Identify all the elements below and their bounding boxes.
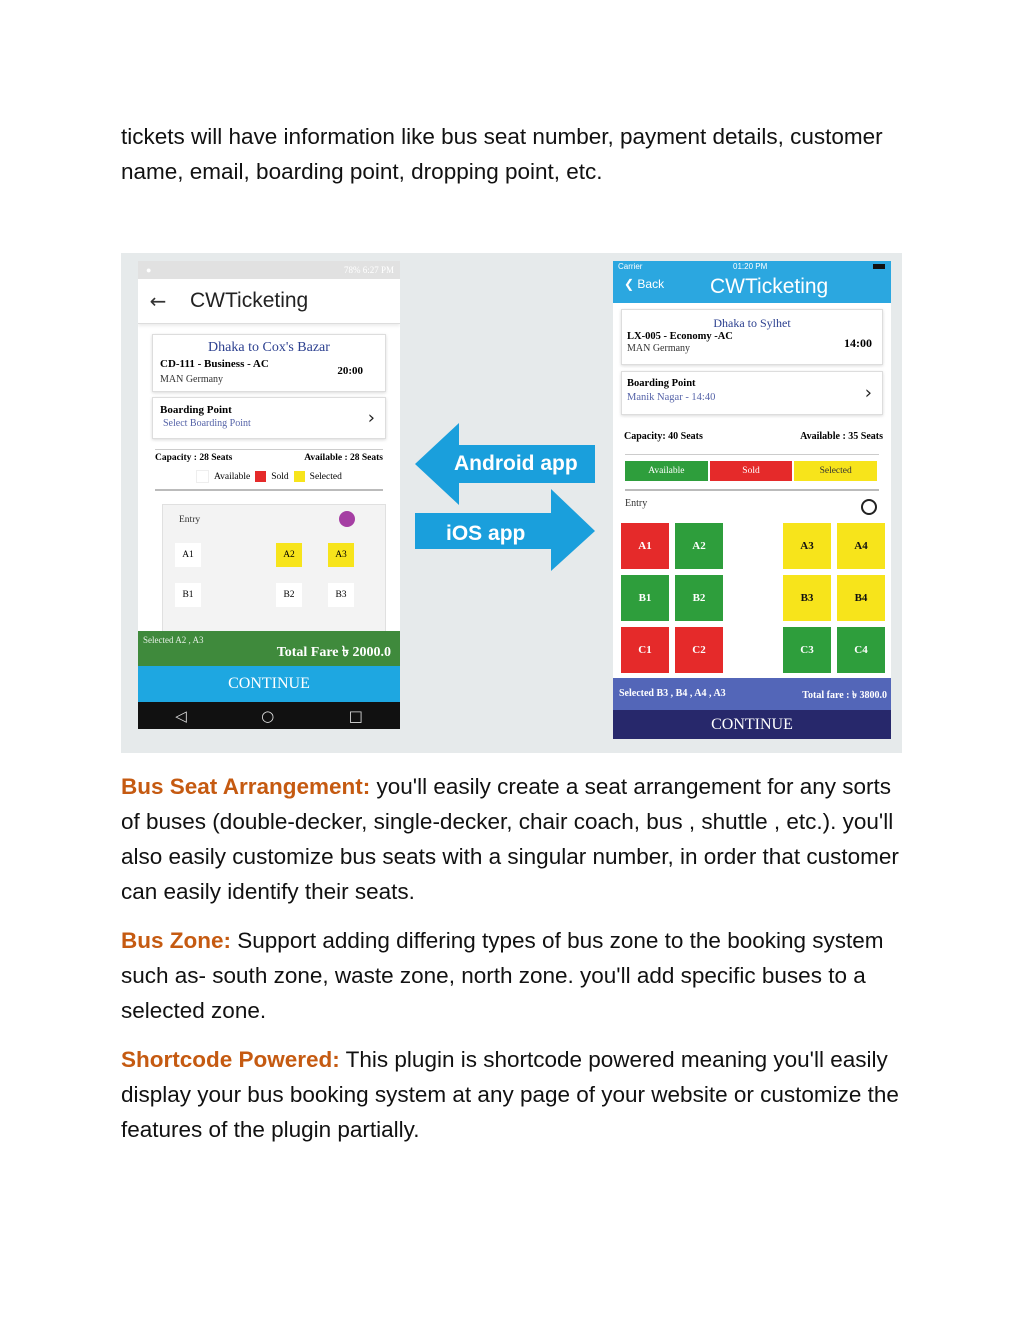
android-capacity-row (155, 453, 383, 463)
ios-phone-mockup (613, 261, 891, 739)
seat-C2[interactable]: C2 (675, 627, 723, 673)
nav-home-icon[interactable]: ○ (261, 706, 275, 725)
legend-sold: Sold (710, 461, 793, 481)
total-fare: Total Fare ৳ 2000.0 (276, 645, 391, 660)
nav-back-icon[interactable]: ◁ (175, 706, 187, 725)
android-legend (196, 470, 342, 483)
android-phone-mockup (138, 261, 400, 729)
seat-B2[interactable]: B2 (675, 575, 723, 621)
divider (625, 454, 879, 455)
seat-A1[interactable]: A1 (175, 543, 201, 567)
chevron-right-icon: › (367, 407, 375, 429)
ios-legend (625, 461, 879, 481)
legend-available: Available (214, 471, 251, 482)
boarding-point-label: Boarding Point (627, 378, 696, 389)
steering-wheel-icon (339, 511, 355, 527)
entry-label: Entry (625, 498, 648, 509)
section-text: you'll easily create a seat arrangement for any sorts of buses (double-decker, single-decker, chair coach, bus , shuttle , etc.). you'll also easily customize bus seats with a singular number, in order that customer can easily identify their seats. (121, 774, 899, 904)
seat-C1[interactable]: C1 (621, 627, 669, 673)
bus-code: LX-005 - Economy -AC (627, 331, 733, 342)
nav-recents-icon[interactable]: □ (348, 706, 363, 725)
divider (155, 489, 383, 491)
app-screenshots-figure (121, 253, 902, 753)
seat-B1[interactable]: B1 (175, 583, 201, 607)
ios-app-label: iOS app (446, 522, 526, 545)
route-title: Dhaka to Sylhet (713, 316, 791, 330)
sold-swatch (255, 471, 266, 482)
available-text: Available : 28 Seats (304, 453, 383, 463)
seat-A1[interactable]: A1 (621, 523, 669, 569)
section-text: Support adding differing types of bus zone to the booking system such as- south zone, waste zone, north zone. you'll add specific buses to a selected zone. (121, 928, 884, 1023)
section-heading: Bus Seat Arrangement: (121, 774, 371, 799)
android-continue-button[interactable]: CONTINUE (138, 666, 400, 702)
android-app-title: CWTicketing (190, 289, 309, 312)
boarding-point-value: Manik Nagar - 14:40 (627, 392, 716, 403)
android-toolbar (138, 279, 400, 324)
divider (625, 489, 879, 491)
steering-wheel-icon (861, 499, 877, 515)
divider (155, 449, 383, 450)
bus-maker: MAN Germany (160, 374, 224, 385)
seat-A2[interactable]: A2 (675, 523, 723, 569)
legend-sold: Sold (271, 471, 289, 482)
platform-arrows (415, 423, 595, 573)
section-shortcode-powered (121, 1042, 911, 1147)
available-swatch (196, 470, 209, 483)
android-nav-bar (138, 702, 400, 729)
seat-A4[interactable]: A4 (837, 523, 885, 569)
departure-time: 20:00 (337, 365, 363, 377)
ios-continue-button[interactable]: CONTINUE (613, 710, 891, 739)
ios-capacity-row (624, 431, 883, 442)
seat-C4[interactable]: C4 (837, 627, 885, 673)
boarding-point-label: Boarding Point (160, 404, 232, 416)
available-text: Available : 35 Seats (800, 431, 883, 442)
android-seat-map (162, 504, 386, 636)
total-fare: Total fare : ৳ 3800.0 (802, 690, 887, 701)
android-boarding-point-row[interactable] (152, 397, 386, 439)
legend-selected: Selected (309, 471, 342, 482)
android-status-text: 78% 6:27 PM (343, 265, 394, 275)
seat-B1[interactable]: B1 (621, 575, 669, 621)
capacity-text: Capacity : 28 Seats (155, 453, 233, 463)
section-heading: Shortcode Powered: (121, 1047, 340, 1072)
battery-icon (873, 264, 885, 269)
intro-paragraph: tickets will have information like bus seat number, payment details, customer name, email, boarding point, dropping point, etc. (121, 124, 883, 184)
seat-B3[interactable]: B3 (783, 575, 831, 621)
departure-time: 14:00 (844, 336, 872, 350)
section-text: This plugin is shortcode powered meaning you'll easily display your bus booking system at any page of your website or customize the features of the plugin partially. (121, 1047, 899, 1142)
seat-B2[interactable]: B2 (276, 583, 302, 607)
carrier-text: Carrier (618, 262, 643, 271)
chevron-right-icon: › (864, 382, 872, 404)
selected-seats-text: Selected A2 , A3 (143, 635, 204, 645)
legend-available: Available (625, 461, 708, 481)
seat-A2[interactable]: A2 (276, 543, 302, 567)
section-bus-seat-arrangement (121, 769, 911, 909)
android-app-icon: ● (146, 265, 152, 275)
ios-route-card (621, 309, 883, 365)
capacity-text: Capacity: 40 Seats (624, 431, 703, 442)
seat-B4[interactable]: B4 (837, 575, 885, 621)
seat-A3[interactable]: A3 (783, 523, 831, 569)
entry-label: Entry (179, 515, 201, 525)
bus-code: CD-111 - Business - AC (160, 358, 269, 370)
seat-A3[interactable]: A3 (328, 543, 354, 567)
section-heading: Bus Zone: (121, 928, 231, 953)
boarding-point-value: Select Boarding Point (163, 418, 251, 429)
ios-app-title: CWTicketing (710, 275, 829, 298)
android-route-card (152, 334, 386, 392)
section-bus-zone (121, 923, 911, 1028)
seat-B3[interactable]: B3 (328, 583, 354, 607)
ios-boarding-point-row[interactable] (621, 371, 883, 415)
legend-selected: Selected (794, 461, 877, 481)
clock-text: 01:20 PM (733, 262, 768, 271)
bus-maker: MAN Germany (627, 343, 691, 354)
back-arrow-icon[interactable]: ← (149, 289, 167, 313)
android-app-label: Android app (454, 452, 578, 475)
selected-seats-text: Selected B3 , B4 , A4 , A3 (619, 688, 726, 699)
selected-swatch (294, 471, 305, 482)
route-title: Dhaka to Cox's Bazar (208, 340, 330, 355)
back-label: Back (637, 277, 665, 291)
ios-header (613, 261, 891, 303)
android-status-bar (138, 261, 400, 279)
back-button[interactable]: ❮ Back (624, 277, 665, 291)
seat-C3[interactable]: C3 (783, 627, 831, 673)
ios-fare-bar (613, 678, 891, 710)
android-fare-bar (138, 631, 400, 666)
